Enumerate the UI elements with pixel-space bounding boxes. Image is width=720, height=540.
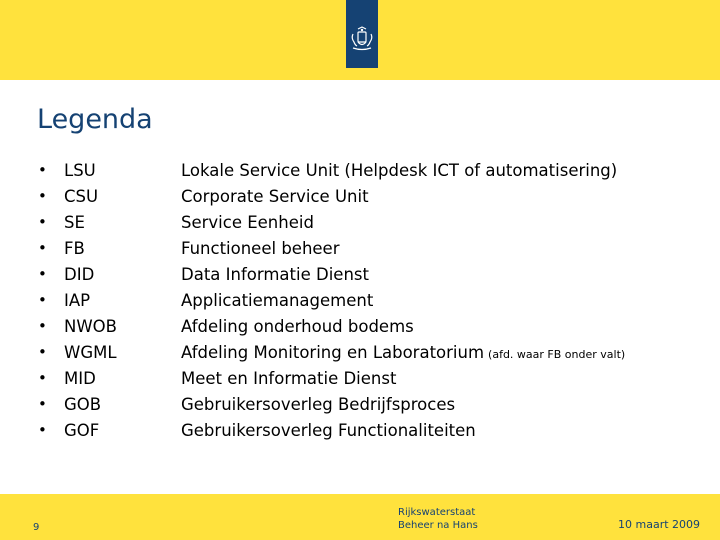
list-item	[0, 421, 720, 447]
abbreviation: IAP	[64, 291, 91, 310]
logo-ribbon	[346, 0, 378, 68]
bullet: •	[38, 421, 47, 439]
page-number: 9	[33, 522, 40, 533]
description: Data Informatie Dienst	[181, 265, 369, 284]
list-item	[0, 369, 720, 395]
abbreviation: SE	[64, 213, 85, 232]
description: Applicatiemanagement	[181, 291, 374, 310]
bullet: •	[38, 265, 47, 283]
footer-band	[0, 494, 720, 540]
description: Gebruikersoverleg Bedrijfsproces	[181, 395, 456, 414]
list-item	[0, 395, 720, 421]
list-item	[0, 291, 720, 317]
abbreviation: DID	[64, 265, 95, 284]
list-item	[0, 187, 720, 213]
list-item	[0, 161, 720, 187]
description-with-note	[181, 343, 625, 362]
abbreviation: CSU	[64, 187, 99, 206]
list-item	[0, 239, 720, 265]
rijkswapen-emblem-icon	[350, 26, 374, 52]
footer-date: 10 maart 2009	[618, 518, 701, 531]
abbreviation: NWOB	[64, 317, 117, 336]
description: Afdeling Monitoring en Laboratorium	[181, 343, 485, 362]
abbreviation: GOF	[64, 421, 100, 440]
list-item	[0, 213, 720, 239]
abbreviation: GOB	[64, 395, 102, 414]
slide-title: Legenda	[37, 104, 153, 135]
abbreviation: MID	[64, 369, 96, 388]
description: Afdeling onderhoud bodems	[181, 317, 414, 336]
description: Gebruikersoverleg Functionaliteiten	[181, 421, 476, 440]
abbreviation: WGML	[64, 343, 117, 362]
bullet: •	[38, 291, 47, 309]
bullet: •	[38, 161, 47, 179]
bullet: •	[38, 239, 47, 257]
description: Service Eenheid	[181, 213, 314, 232]
bullet: •	[38, 317, 47, 335]
abbreviation: LSU	[64, 161, 96, 180]
list-item	[0, 317, 720, 343]
description: Corporate Service Unit	[181, 187, 369, 206]
organisation-name: Rijkswaterstaat	[398, 507, 476, 518]
bullet: •	[38, 213, 47, 231]
footer-organisation	[398, 506, 478, 532]
bullet: •	[38, 369, 47, 387]
list-item	[0, 265, 720, 291]
bullet: •	[38, 343, 47, 361]
description: Lokale Service Unit (Helpdesk ICT of automatisering)	[181, 161, 618, 180]
legend-list	[0, 161, 720, 447]
list-item	[0, 343, 720, 369]
footer-subtitle: Beheer na Hans	[398, 520, 478, 531]
description: Functioneel beheer	[181, 239, 340, 258]
note: (afd. waar FB onder valt)	[488, 348, 626, 361]
bullet: •	[38, 395, 47, 413]
bullet: •	[38, 187, 47, 205]
abbreviation: FB	[64, 239, 85, 258]
description: Meet en Informatie Dienst	[181, 369, 397, 388]
